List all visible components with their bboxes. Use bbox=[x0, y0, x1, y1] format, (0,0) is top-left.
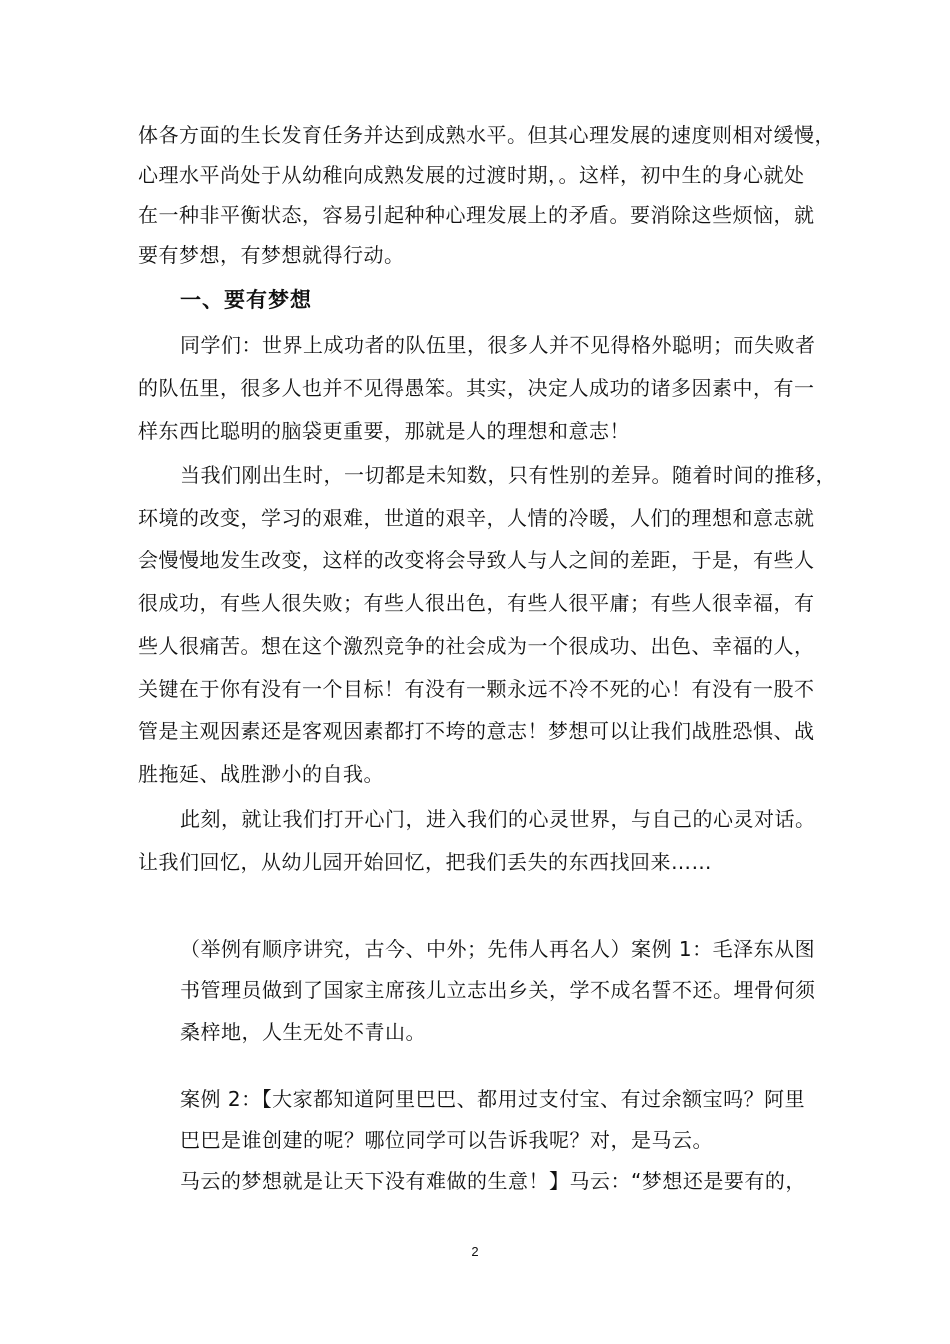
text-line: 在一种非平衡状态，容易引起种种心理发展上的矛盾。要消除这些烦恼，就 bbox=[138, 203, 815, 227]
section-heading: 一、要有梦想 bbox=[180, 288, 312, 312]
text-line: 环境的改变，学习的艰难，世道的艰辛，人情的冷暖，人们的理想和意志就 bbox=[138, 506, 815, 530]
case-line: 马云的梦想就是让天下没有难做的生意！】马云：“梦想还是要有的， bbox=[180, 1169, 806, 1193]
text-line: 当我们刚出生时，一切都是未知数，只有性别的差异。随着时间的推移， bbox=[180, 463, 836, 487]
text-line: 体各方面的生长发育任务并达到成熟水平。但其心理发展的速度则相对缓慢， bbox=[138, 123, 835, 147]
text-line: 会慢慢地发生改变，这样的改变将会导致人与人之间的差距，于是，有些人 bbox=[138, 548, 815, 572]
case-line: 巴巴是谁创建的呢？哪位同学可以告诉我呢？对，是马云。 bbox=[180, 1128, 713, 1152]
text-line: 胜拖延、战胜渺小的自我。 bbox=[138, 762, 384, 786]
text-line: 的队伍里，很多人也并不见得愚笨。其实，决定人成功的诸多因素中，有一 bbox=[138, 376, 815, 400]
page-number: 2 bbox=[471, 1244, 479, 1259]
text-line: 关键在于你有没有一个目标！有没有一颗永远不冷不死的心！有没有一股不 bbox=[138, 677, 815, 701]
text-line: 同学们：世界上成功者的队伍里，很多人并不见得格外聪明；而失败者 bbox=[180, 333, 816, 357]
text-line: 些人很痛苦。想在这个激烈竞争的社会成为一个很成功、出色、幸福的人， bbox=[138, 634, 815, 658]
case-line: 桑梓地，人生无处不青山。 bbox=[180, 1020, 426, 1044]
case-line: 案例 2：【大家都知道阿里巴巴、都用过支付宝、有过余额宝吗？阿里 bbox=[180, 1087, 806, 1111]
case-line: （举例有顺序讲究，古今、中外；先伟人再名人）案例 1：毛泽东从图 bbox=[180, 937, 816, 961]
text-line: 心理水平尚处于从幼稚向成熟发展的过渡时期，。这样，初中生的身心就处 bbox=[138, 163, 805, 187]
text-line: 要有梦想，有梦想就得行动。 bbox=[138, 243, 405, 267]
text-line: 此刻，就让我们打开心门，进入我们的心灵世界，与自己的心灵对话。 bbox=[180, 807, 816, 831]
text-line: 让我们回忆，从幼儿园开始回忆，把我们丢失的东西找回来…… bbox=[138, 850, 712, 874]
text-line: 很成功，有些人很失败；有些人很出色，有些人很平庸；有些人很幸福，有 bbox=[138, 591, 815, 615]
text-line: 样东西比聪明的脑袋更重要，那就是人的理想和意志！ bbox=[138, 419, 630, 443]
case-line: 书管理员做到了国家主席孩儿立志出乡关，学不成名誓不还。埋骨何须 bbox=[180, 978, 816, 1002]
text-line: 管是主观因素还是客观因素都打不垮的意志！梦想可以让我们战胜恐惧、战 bbox=[138, 719, 815, 743]
